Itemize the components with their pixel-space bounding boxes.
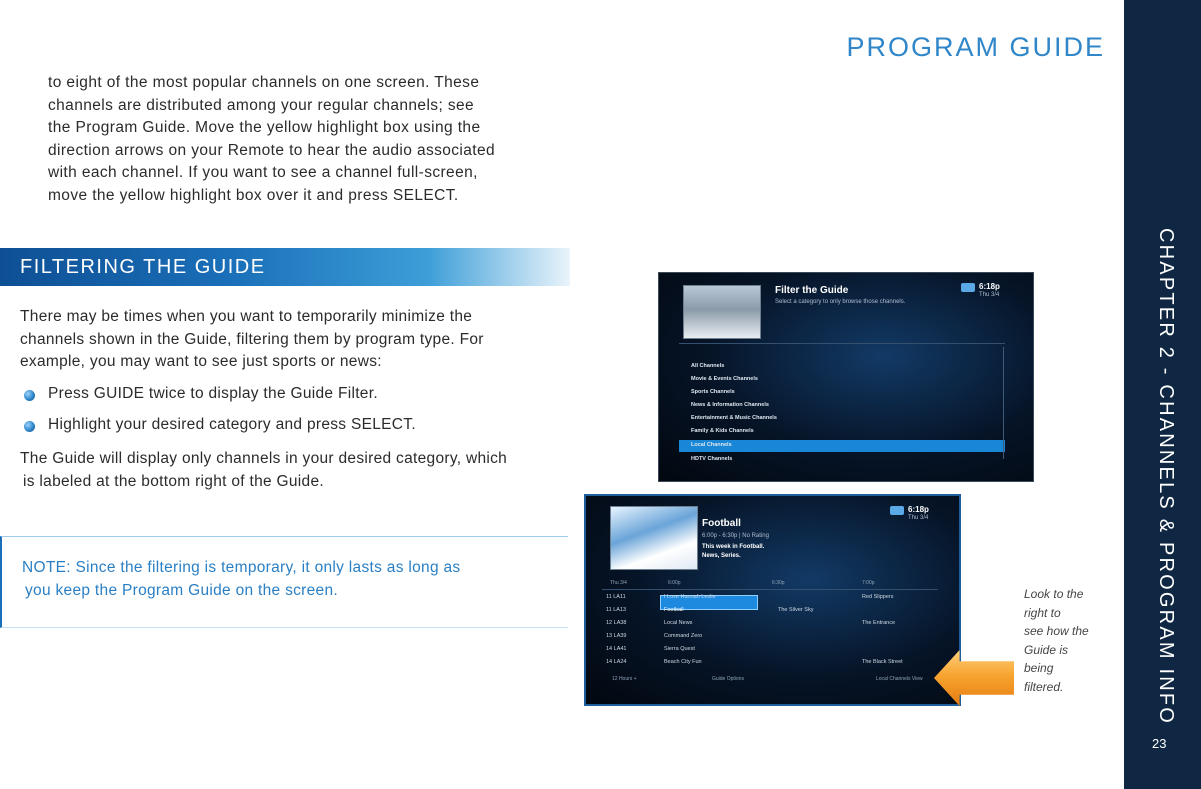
note-line: you keep the Program Guide on the screen.: [25, 581, 339, 599]
filtering-heading: FILTERING THE GUIDE: [20, 256, 266, 278]
show-cell: The Black Street: [862, 659, 903, 665]
page-number: 23: [1152, 736, 1167, 751]
bottom-left-label: 12 Hours +: [612, 676, 637, 682]
paragraph-line: The Guide will display only channels in your desired category, which: [20, 450, 508, 467]
intro-line: channels are distributed among your regular channels; see: [48, 96, 475, 114]
show-cell: Football: [664, 607, 684, 613]
filtering-result-paragraph: [20, 448, 575, 493]
category-item: All Channels: [691, 363, 725, 369]
bottom-mid-label: Guide Options: [712, 676, 744, 682]
channel-number: 12 LA38: [606, 620, 627, 626]
bullet-item: [20, 385, 560, 409]
category-item: Family & Kids Channels: [691, 428, 754, 434]
grid-row: [602, 605, 938, 618]
paragraph-line: example, you may want to see just sports or news:: [20, 353, 382, 370]
show-cell: Red Slippers: [862, 594, 894, 600]
provider-logo-icon: [890, 506, 904, 515]
caption-line: see how the: [1024, 624, 1089, 638]
section-title: PROGRAM GUIDE: [846, 32, 1105, 62]
intro-line: direction arrows on your Remote to hear the audio associated: [48, 141, 496, 159]
caption-line: Guide is: [1024, 642, 1069, 657]
clock-time: 6:18p: [908, 505, 929, 514]
grid-header-cell: Thu 3/4: [610, 580, 627, 586]
bullet-text: Highlight your desired category and press SELECT.: [48, 416, 416, 433]
show-cell: I Love Hannah Leslie: [664, 594, 716, 600]
note-text: [22, 557, 542, 602]
filter-guide-screenshot: [658, 272, 1034, 482]
caption-line: being: [1024, 661, 1054, 675]
note-line: NOTE: Since the filtering is temporary, it only lasts as long as: [22, 559, 461, 576]
clock-day: Thu 3/4: [908, 515, 929, 521]
channel-number: 14 LA41: [606, 646, 627, 652]
filtering-heading-bar: [0, 248, 570, 286]
intro-line: the Program Guide. Move the yellow highlight box using the: [48, 119, 481, 136]
filter-category-label: Local Channels View: [876, 676, 923, 682]
scrollbar: [1003, 347, 1004, 459]
intro-paragraph: [48, 72, 578, 207]
program-description: News, Series.: [702, 553, 741, 559]
program-description: This week in Football.: [702, 544, 765, 550]
filtering-paragraph: [20, 306, 575, 374]
chapter-title: CHAPTER 2 - CHANNELS & PROGRAM INFO: [1155, 228, 1177, 726]
clock-day: Thu 3/4: [979, 292, 1000, 298]
provider-logo-icon: [961, 283, 975, 292]
category-item: Movie & Events Channels: [691, 376, 758, 382]
guide-bottom-bar: [602, 676, 942, 686]
paragraph-line: is labeled at the bottom right of the Guide.: [23, 472, 324, 490]
grid-header: [602, 580, 938, 590]
grid-header-cell: 7:00p: [862, 580, 875, 586]
screenshot-caption: [1024, 585, 1114, 696]
show-cell: The Entrance: [862, 620, 896, 626]
show-cell: The Silver Sky: [778, 607, 814, 613]
screen-subtitle: Select a category to only browse those channels.: [775, 299, 906, 305]
filtered-guide-screenshot: [584, 494, 961, 706]
caption-line: right to: [1024, 605, 1061, 620]
bullet-icon: [24, 390, 35, 401]
channel-number: 14 LA24: [606, 659, 627, 665]
grid-row: [602, 618, 938, 631]
category-item: HDTV Channels: [691, 456, 733, 462]
preview-thumbnail: [610, 506, 698, 570]
program-title: Football: [702, 518, 741, 529]
category-item: Sports Channels: [691, 389, 735, 395]
channel-number: 11 LA13: [606, 607, 627, 613]
grid-header-cell: 6:00p: [668, 580, 681, 586]
grid-row: [602, 644, 938, 657]
caption-line: filtered.: [1024, 679, 1064, 694]
grid-header-cell: 6:30p: [772, 580, 785, 586]
channel-number: 11 LA11: [606, 594, 626, 600]
channel-number: 13 LA39: [606, 633, 627, 639]
screen-title: Filter the Guide: [775, 285, 849, 296]
category-item: News & Information Channels: [691, 402, 769, 408]
preview-thumbnail: [683, 285, 761, 339]
intro-line: move the yellow highlight box over it and press SELECT.: [48, 186, 459, 204]
category-item: Entertainment & Music Channels: [691, 415, 777, 421]
caption-line: Look to the: [1024, 587, 1084, 601]
paragraph-line: channels shown in the Guide, filtering them by program type. For: [20, 330, 484, 348]
program-time-range: 6:00p - 6:30p | No Rating: [702, 533, 769, 539]
grid-row: [602, 631, 938, 644]
show-cell: Command Zero: [664, 633, 703, 639]
bullet-text: Press GUIDE twice to display the Guide Filter.: [48, 385, 378, 402]
note-box: [0, 536, 568, 628]
intro-line: to eight of the most popular channels on one screen. These: [48, 74, 480, 91]
intro-line: with each channel. If you want to see a channel full-screen,: [48, 164, 478, 181]
category-item-selected: Local Channels: [691, 442, 732, 448]
paragraph-line: There may be times when you want to temporarily minimize the: [20, 308, 473, 325]
bullet-item: [20, 416, 560, 440]
grid-row: [602, 657, 938, 670]
clock-time: 6:18p: [979, 282, 1000, 291]
show-cell: Local News: [664, 620, 693, 626]
grid-row: [602, 592, 938, 605]
show-cell: Sierra Quest: [664, 646, 695, 652]
show-cell: Beach City Fun: [664, 659, 702, 665]
bullet-icon: [24, 421, 35, 432]
